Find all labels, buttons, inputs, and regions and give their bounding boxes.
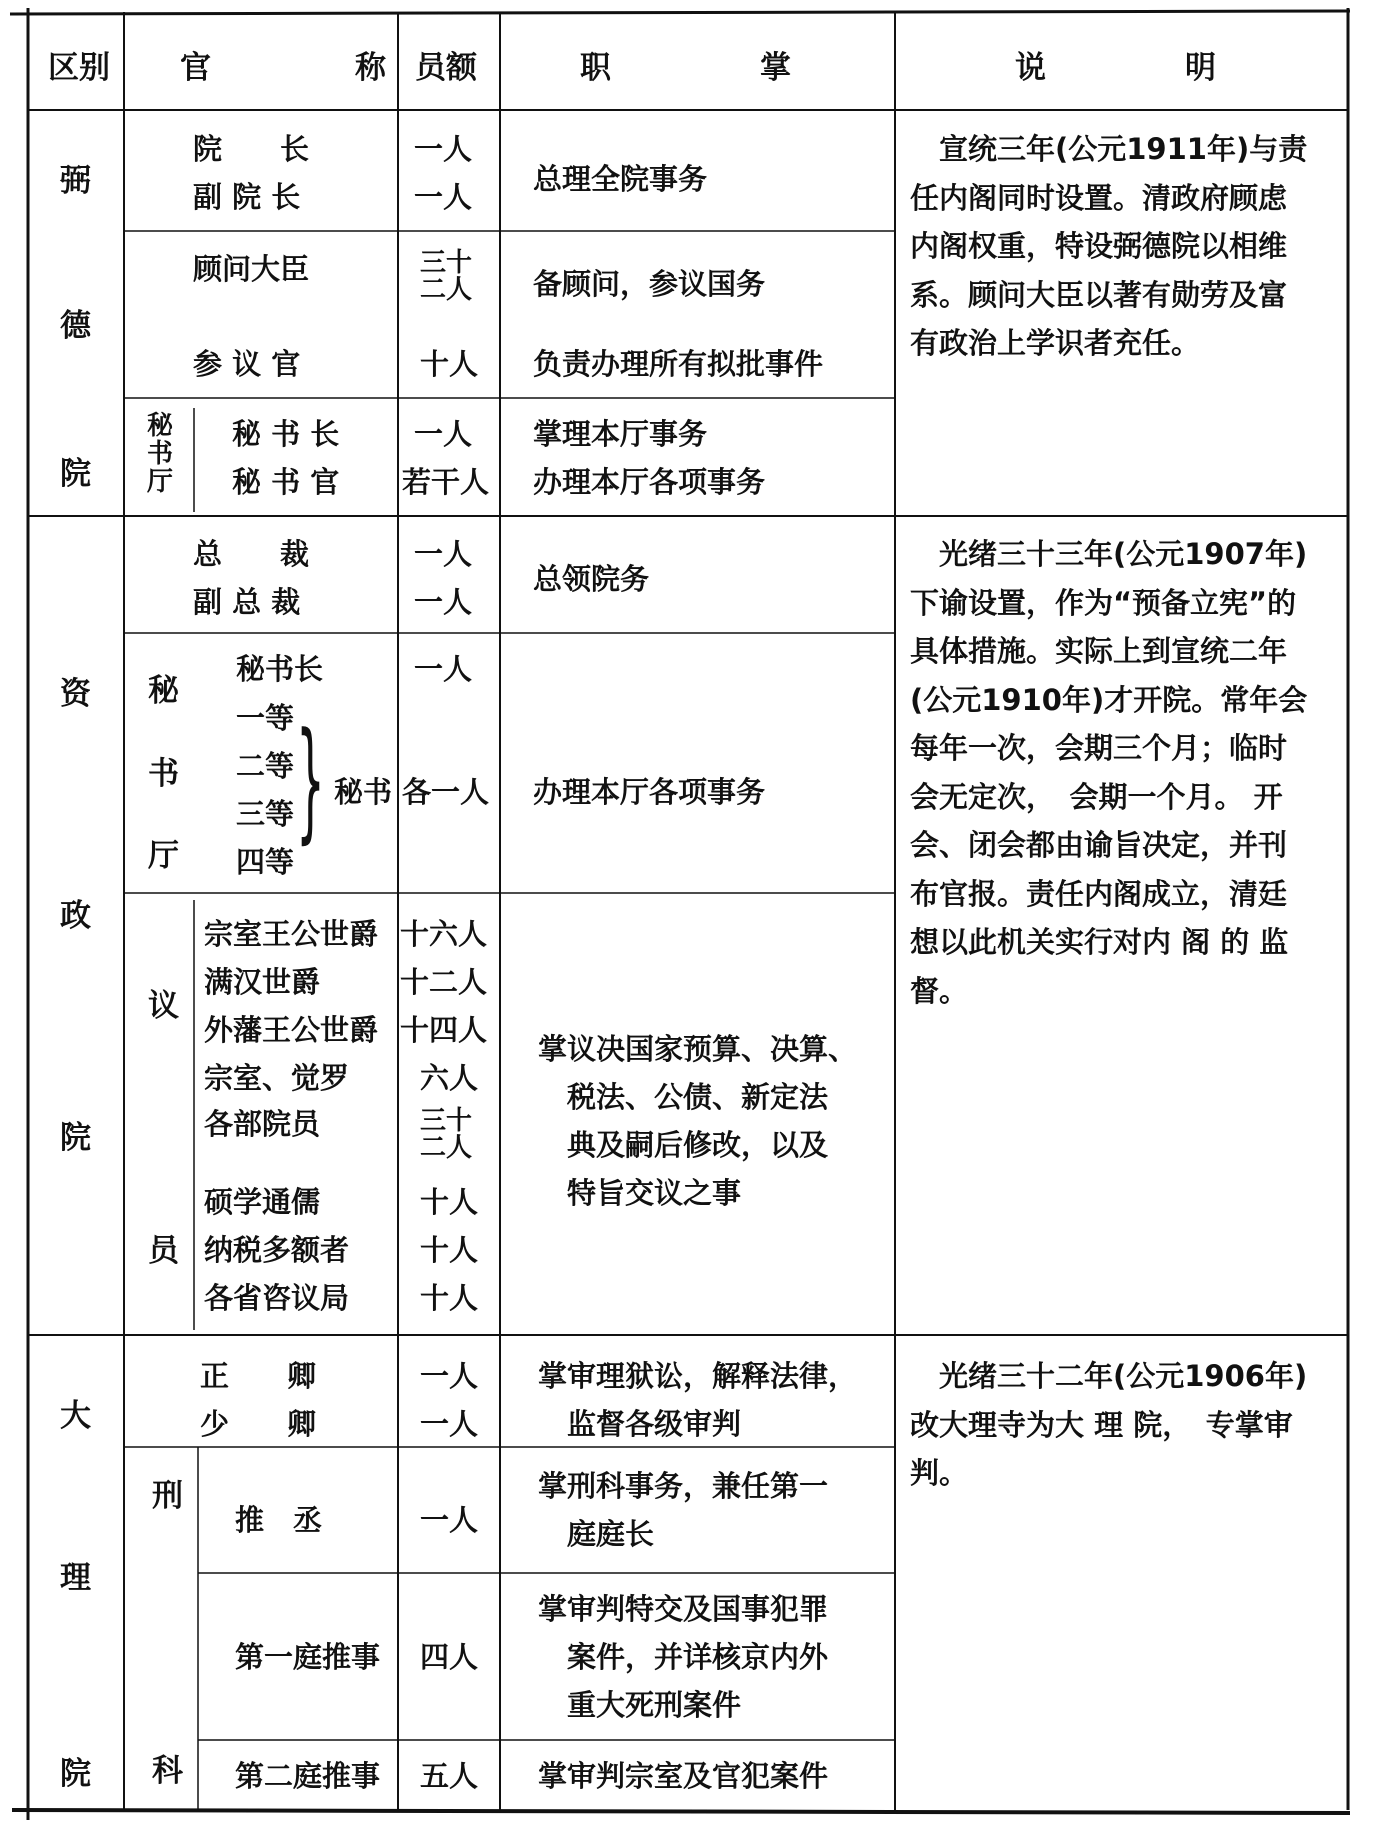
title-cell: 总 裁	[193, 537, 310, 571]
member-row-title: 各部院员	[204, 1107, 321, 1141]
dept-label-char: 员	[148, 1233, 179, 1269]
note-cell-zizheng: 光绪三十三年(公元1907年) 下谕设置，作为“预备立宪”的 具体措施。实际上到宣统二年 (公元1910年)才开院。常年会 每年一次，会期三个月；临时 会无定次， 会期一个月。 开 会、闭会都由谕旨决定，并刊 布官报。责任内阁成立，清廷 想以此机关实行对内 阁 的 监 督。	[910, 537, 1308, 1008]
member-row-title: 外藩王公世爵	[204, 1013, 379, 1047]
dept-label-char: 书	[148, 756, 179, 792]
title-cell: 院 长	[193, 132, 310, 166]
category-dali-char: 院	[60, 1756, 91, 1792]
member-row-quota: 十四人	[400, 1013, 488, 1047]
quota-cell: 一人	[420, 1359, 479, 1393]
duty-cell: 总理全院事务	[533, 162, 708, 196]
category-bide-char: 弼	[60, 163, 91, 199]
duty-cell: 掌审判特交及国事犯罪 案件，并详核京内外 重大死刑案件	[538, 1592, 829, 1722]
duty-cell: 掌审理狱讼，解释法律， 监督各级审判	[538, 1359, 858, 1441]
member-row-quota: 三十 二人	[420, 1106, 473, 1163]
note-cell-dali: 光绪三十二年(公元1906年) 改大理寺为大 理 院， 专掌审 判。	[910, 1359, 1308, 1490]
category-bide-char: 德	[60, 308, 91, 344]
title-cell: 副 总 裁	[193, 585, 301, 619]
member-row-quota: 十人	[420, 1233, 479, 1267]
dept-label-char: 议	[148, 988, 179, 1024]
member-row-quota: 十六人	[400, 917, 488, 951]
duty-cell: 办理本厅各项事务	[533, 465, 766, 499]
dept-label-char: 科	[152, 1753, 183, 1789]
header-quota: 员额	[415, 50, 477, 86]
header-note-a: 说	[1015, 50, 1046, 86]
quota-cell: 一人	[414, 585, 473, 619]
table-border-bottom	[12, 1810, 1350, 1813]
member-row-quota: 十人	[420, 1185, 479, 1219]
quota-cell: 一人	[414, 180, 473, 214]
title-cell: 顾问大臣	[193, 252, 310, 286]
member-row-quota: 六人	[420, 1061, 479, 1095]
member-row-title: 宗室王公世爵	[204, 917, 379, 951]
quota-cell: 一人	[414, 132, 473, 166]
dept-label-char: 厅	[148, 838, 179, 874]
duty-cell: 负责办理所有拟批事件	[533, 347, 824, 381]
duty-cell: 总领院务	[533, 562, 650, 596]
category-zizheng-char: 政	[60, 898, 91, 934]
duty-cell: 办理本厅各项事务	[533, 775, 766, 809]
title-cell: 正 卿	[200, 1359, 317, 1393]
dept-label-char: 秘	[148, 673, 179, 709]
duty-cell: 备顾问，参议国务	[533, 267, 766, 301]
quota-cell: 各一人	[402, 775, 490, 809]
header-category: 区别	[48, 50, 110, 86]
header-duty-b: 掌	[760, 50, 791, 86]
quota-cell: 一人	[414, 417, 473, 451]
quota-cell: 一人	[414, 652, 473, 686]
member-row-quota: 十二人	[400, 965, 488, 999]
category-dali-char: 大	[60, 1398, 91, 1434]
quota-cell: 五人	[420, 1759, 479, 1793]
header-duty-a: 职	[580, 50, 611, 86]
title-cell: 第一庭推事	[235, 1640, 381, 1674]
title-cell: 秘书长	[236, 652, 324, 686]
member-row-quota: 十人	[420, 1281, 479, 1315]
header-title-b: 称	[355, 50, 386, 86]
member-row-title: 满汉世爵	[204, 965, 321, 999]
member-row-title: 各省咨议局	[204, 1281, 350, 1315]
title-cell: 秘书	[334, 775, 393, 809]
duty-cell: 掌刑科事务，兼任第一 庭庭长	[538, 1469, 829, 1551]
quota-cell: 一人	[414, 537, 473, 571]
title-cell: 第二庭推事	[235, 1759, 381, 1793]
quota-cell: 若干人	[402, 465, 490, 499]
duty-cell: 掌理本厅事务	[533, 417, 708, 451]
member-row-title: 宗室、觉罗	[204, 1061, 350, 1095]
title-cell: 参 议 官	[193, 347, 301, 381]
category-bide-char: 院	[60, 456, 91, 492]
category-zizheng-char: 院	[60, 1120, 91, 1156]
quota-cell: 四人	[420, 1640, 479, 1674]
title-cell: 副 院 长	[193, 180, 301, 214]
duty-cell: 掌议决国家预算、决算、 税法、公债、新定法 典及嗣后修改，以及 特旨交议之事	[538, 1032, 858, 1210]
dept-label-char: 刑	[152, 1478, 183, 1514]
title-cell: 推 丞	[235, 1503, 323, 1537]
category-dali-char: 理	[60, 1560, 91, 1596]
member-row-title: 纳税多额者	[204, 1233, 350, 1267]
header-note-b: 明	[1185, 50, 1216, 86]
header-title-a: 官	[180, 50, 211, 86]
dept-label: 秘 书 厅	[147, 411, 174, 497]
brace-symbol: }	[296, 704, 325, 856]
table-border-top	[10, 11, 1350, 14]
title-cell: 秘 书 长	[232, 417, 340, 451]
quota-cell: 三十 二人	[420, 248, 473, 305]
member-row-title: 硕学通儒	[204, 1185, 321, 1219]
grade-list: 一等 二等 三等 四等	[236, 701, 295, 879]
quota-cell: 一人	[420, 1407, 479, 1441]
quota-cell: 十人	[420, 347, 479, 381]
duty-cell: 掌审判宗室及官犯案件	[538, 1759, 829, 1793]
title-cell: 少 卿	[200, 1407, 317, 1441]
quota-cell: 一人	[420, 1503, 479, 1537]
category-zizheng-char: 资	[60, 676, 91, 712]
title-cell: 秘 书 官	[232, 465, 340, 499]
note-cell-bide: 宣统三年(公元1911年)与责 任内阁同时设置。清政府顾虑 内阁权重，特设弼德院以相维 系。顾问大臣以著有勋劳及富 有政治上学识者充任。	[910, 132, 1308, 360]
